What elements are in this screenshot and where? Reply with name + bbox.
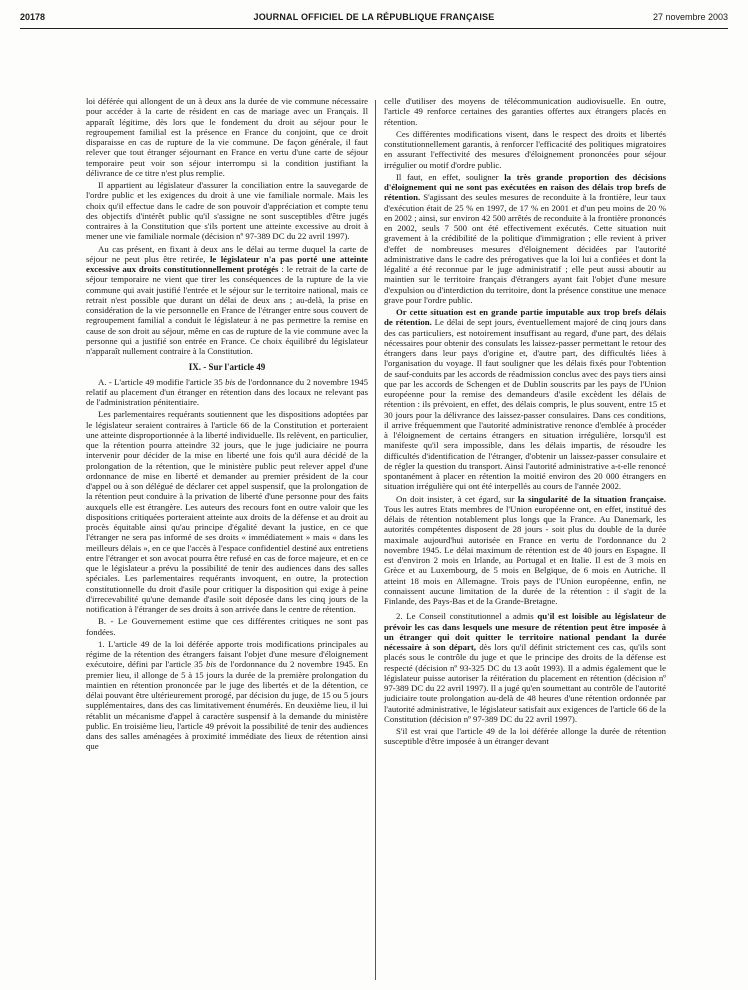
paragraph: Les parlementaires requérants soutiennent que les dispositions adoptées par le législateur seraient contraires à l'article 66 de la Constitution et porteraient une atteinte disproportionnée à la liberté individuelle. Ils relèvent, en particulier, que la rétention pourra atteindre 32 jours, que le juge judiciaire ne pourra intervenir pour décider de la mise en liberté une fois qu'il aura décidé de la prolongation de la rétention, que le ministère public peut relever appel d'une ordonnance de mise en liberté et demander au premier président de la cour d'appel ou à son délégué de déclarer cet appel suspensif, que la prolongation de la rétention peut conduire à la privation de liberté d'une personne pour des faits auxquels elle est étrangère. Les auteurs des recours font en outre valoir que les dispositions critiquées porteraient atteinte aux droits de la défense et au droit au procès équitable ainsi qu'au principe d'égalité devant la justice, en ce que l'étranger ne sera pas informé de ses droits « immédiatement » mais « dans les meilleurs délais », en ce que l'accès à l'espace confidentiel destiné aux entretiens entre l'étranger et son avocat pourra être refusé en cas de force majeure, et en ce que le législateur a prévu la possibilité de tenir des audiences dans des salles spéciales. Les parlementaires requérants invoquent, en outre, la protection constitutionnelle du droit d'asile pour critiquer la disposition qui exige à peine d'irrecevabilité qu'une demande d'asile soit déposée dans les cinq jours de la notification à l'étranger de ses droits à son arrivée dans le centre de rétention. [86, 409, 368, 614]
page-number: 20178 [20, 12, 46, 22]
text-run: : le retrait de la carte de séjour temporaire ne vient que tirer les conséquences de la rupture de la vie commune qui avait justifié l'entrée et le séjour sur le territoire national, mais ce retrait n'est possible que durant un délai de deux ans ; au-delà, la prise en considération de la vie personnelle en France de l'étranger entre sous couvert de regroupement familial a conduit le législateur à ne pas permettre la remise en cause de son droit au séjour, même en cas de rupture de la vie commune avec la personne qui a justifié son entrée en France. Ce choix équilibré du législateur n'apparaît nullement contraire à la Constitution. [86, 264, 368, 356]
paragraph [384, 611, 666, 724]
paragraph [384, 494, 666, 607]
paragraph: B. - Le Gouvernement estime que ces différentes critiques ne sont pas fondées. [86, 616, 368, 637]
text-run: Il faut, en effet, souligner [396, 171, 505, 182]
journal-title: JOURNAL OFFICIEL DE LA RÉPUBLIQUE FRANÇAISE [253, 12, 495, 22]
section-title: IX. - Sur l'article 49 [188, 362, 266, 373]
italic-text: bis [225, 376, 236, 387]
text-run: Tous les autres Etats membres de l'Union européenne ont, en effet, institué des délais de rétention notablement plus longs que la France. Au Danemark, les autorités compétentes disposent de 28 jours - soit plus du double de la durée maximale aujourd'hui autorisée en France en vertu de l'ordonnance du 2 novembre 1945. Le délai maximum de rétention est de 40 jours en Espagne. Il est d'environ 2 mois en Irlande, au Portugal et en Italie. Il est de 3 mois en Grèce et au Luxembourg, de 5 mois en Belgique, de 6 mois en Autriche. Il atteint 18 mois en Allemagne. Trois pays de l'Union européenne, enfin, ne connaissent aucune limitation de la durée de la rétention : il s'agit de la Finlande, des Pays-Bas et de la Grande-Bretagne. [384, 503, 666, 606]
bold-text: la singularité de la situation française. [517, 493, 666, 504]
paragraph [384, 172, 666, 305]
page-header [20, 8, 728, 29]
paragraph: celle d'utiliser des moyens de télécommunication audiovisuelle. En outre, l'article 49 renforce certaines des garanties offertes aux étrangers placés en rétention. [384, 96, 666, 127]
paragraph [86, 377, 368, 408]
bold-text: le législateur n'a pas porté une atteinte excessive aux droits constitutionnellement protégés [86, 253, 369, 274]
text-run: Au cas présent, en fixant à deux ans le délai au terme duquel la carte de séjour ne peut plus être retirée, [86, 243, 368, 264]
paragraph [86, 244, 368, 357]
column-divider [375, 100, 376, 980]
paragraph [384, 307, 666, 492]
bold-text: qu'il est loisible au législateur de prévoir les cas dans lesquels une mesure de rétention peut être imposée à un étranger qui doit quitter le territoire national pendant la durée nécessaire à son départ, [384, 611, 666, 652]
text-run: On doit insister, à cet égard, sur [396, 493, 518, 504]
text-run: 2. Le Conseil constitutionnel a admis [396, 611, 538, 622]
right-column [384, 96, 666, 747]
italic-text: bis [205, 659, 217, 670]
left-column [86, 96, 368, 752]
paragraph: Il appartient au législateur d'assurer la conciliation entre la sauvegarde de l'ordre public et les exigences du droit à une vie familiale normale. Mais les choix qu'il effectue dans le cadre de son pouvoir d'appréciation et compte tenu des objectifs d'intérêt public qu'il s'assigne ne sont susceptibles d'être jugés contraires à la Constitution que s'ils portent une atteinte excessive au droit à mener une vie familiale normale (décision nº 97-389 DC du 22 avril 1997). [86, 180, 368, 242]
paragraph [86, 639, 368, 752]
paragraph: loi déférée qui allongent de un à deux ans la durée de vie commune nécessaire pour accéder à la carte de résident en cas de mariage avec un Français. Il apparaît légitime, dès lors que le fondement du droit au séjour pour le regroupement familial est la présence en France du conjoint, que ce droit disparaisse en cas de rupture de la vie commune. De façon générale, il faut relever que tout étranger séjournant en France en vertu d'une carte de séjour temporaire peut voir son séjour interrompu si la condition justifiant la délivrance de ce titre n'est plus remplie. [86, 96, 368, 178]
text-run: Le délai de sept jours, éventuellement majoré de cinq jours dans des cas particuliers, est notoirement insuffisant au regard, d'une part, des délais nécessaires pour obtenir des consulats les laissez-passer permettant le retour des étrangers dans leur pays d'origine et, d'autre part, des difficultés liées à l'organisation du voyage. Il faut souligner que les délais fixés pour l'obtention de sauf-conduits par les accords de réadmission conclus avec des pays tiers ainsi que par les accords de Schengen et de Dublin souscrits par les pays de l'Union européenne pour la remise des demandeurs d'asile excèdent les délais de rétention : ils prévoient, en effet, des délais compris, le plus souvent, entre 15 et 30 jours pour la délivrance des laissez-passer consulaires. Dans ces conditions, il arrive fréquemment que l'autorité administrative renonce d'emblée à procéder à l'éloignement de certains étrangers en situation irrégulière, lorsqu'il est manifeste qu'il sera impossible, dans les délais impartis, de résoudre les difficultés d'identification de l'étranger, d'obtenir un laissez-passer consulaire et de régler la question du transport. Ainsi l'autorité administrative a-t-elle renoncé spontanément à placer en rétention la moitié environ des 20 000 étrangers en situation irrégulière qui ont été interpellés au cours de l'année 2002. [384, 317, 666, 492]
text-run: de l'ordonnance du 2 novembre 1945 relatif au placement d'un étranger en rétention dans des locaux ne relevant pas de l'administration pénitentiaire. [86, 376, 369, 407]
text-run: S'agissant des seules mesures de reconduite à la frontière, leur taux d'exécution était de 25 % en 1997, de 17 % en 2001 et d'un peu moins de 20 % en 2002 ; ainsi, sur environ 42 500 arrêtés de reconduite à la frontière prononcés en 2002, seuls 7 500 ont été effectivement exécutés. Cette situation nuit gravement à la crédibilité de la politique d'immigration ; elle revient à priver d'effet de nombreuses mesures d'éloignement décidées par l'autorité administrative dans le cadre des prérogatives que la loi lui a confiées et dont la légalité a été reconnue par le juge administratif ; elle peut aussi aboutir au maintien sur le territoire français d'étrangers ayant fait l'objet d'une mesure d'expulsion ou d'interdiction du territoire, dont la présence constitue une menace grave pour l'ordre public. [384, 192, 666, 305]
text-run: de l'ordonnance du 2 novembre 1945. En premier lieu, il allonge de 5 à 15 jours la durée de la première prolongation du maintien en rétention prononcée par le juge des libertés et de la détention, ce délai pouvant être ultérieurement prorogé, par décision du juge, de 15 ou 5 jours supplémentaires, dans des cas limitativement énumérés. En deuxième lieu, il lui rétablit un mécanisme d'appel à caractère suspensif à la demande du ministère public. En troisième lieu, l'article 49 prévoit la possibilité de tenir des audiences dans des salles aménagées à proximité immédiate des lieux de rétention ainsi que [86, 659, 368, 752]
publication-date: 27 novembre 2003 [652, 12, 728, 22]
paragraph: S'il est vrai que l'article 49 de la loi déférée allonge la durée de rétention susceptible d'être imposée à un étranger devant [384, 726, 666, 747]
text-run: A. - L'article 49 modifie l'article 35 [98, 376, 226, 387]
text-run: dès lors qu'il définit strictement ces cas, qu'ils sont placés sous le contrôle du juge et que le principe des droits de la défense est respecté (décision nº 93-325 DC du 13 août 1993). Il a admis également que le législateur puisse autoriser la réitération du placement en rétention (décision nº 97-389 DC du 22 avril 1997). Il a jugé qu'en soumettant au contrôle de l'autorité judiciaire toute prolongation au-delà de 48 heures d'une rétention ordonnée par l'autorité administrative, le législateur satisfait aux exigences de l'article 66 de la Constitution (décision nº 97-389 DC du 22 avril 1997). [384, 642, 666, 724]
text-run: 1. L'article 49 de la loi déférée apporte trois modifications principales au régime de la rétention des étrangers faisant l'objet d'une mesure d'éloignement exécutoire, défini par l'article 35 [86, 638, 368, 670]
bold-text: la très grande proportion des décisions d'éloignement qui ne sont pas exécutées en raison des délais trop brefs de rétention. [384, 171, 666, 203]
bold-text: Or cette situation est en grande partie imputable aux trop brefs délais de rétention. [384, 307, 666, 328]
paragraph: Ces différentes modifications visent, dans le respect des droits et libertés constitutionnellement garantis, à renforcer l'efficacité des politiques migratoires en assurant l'effectivité des mesures d'éloignement prononcées pour séjour irrégulier ou motif d'ordre public. [384, 128, 666, 170]
